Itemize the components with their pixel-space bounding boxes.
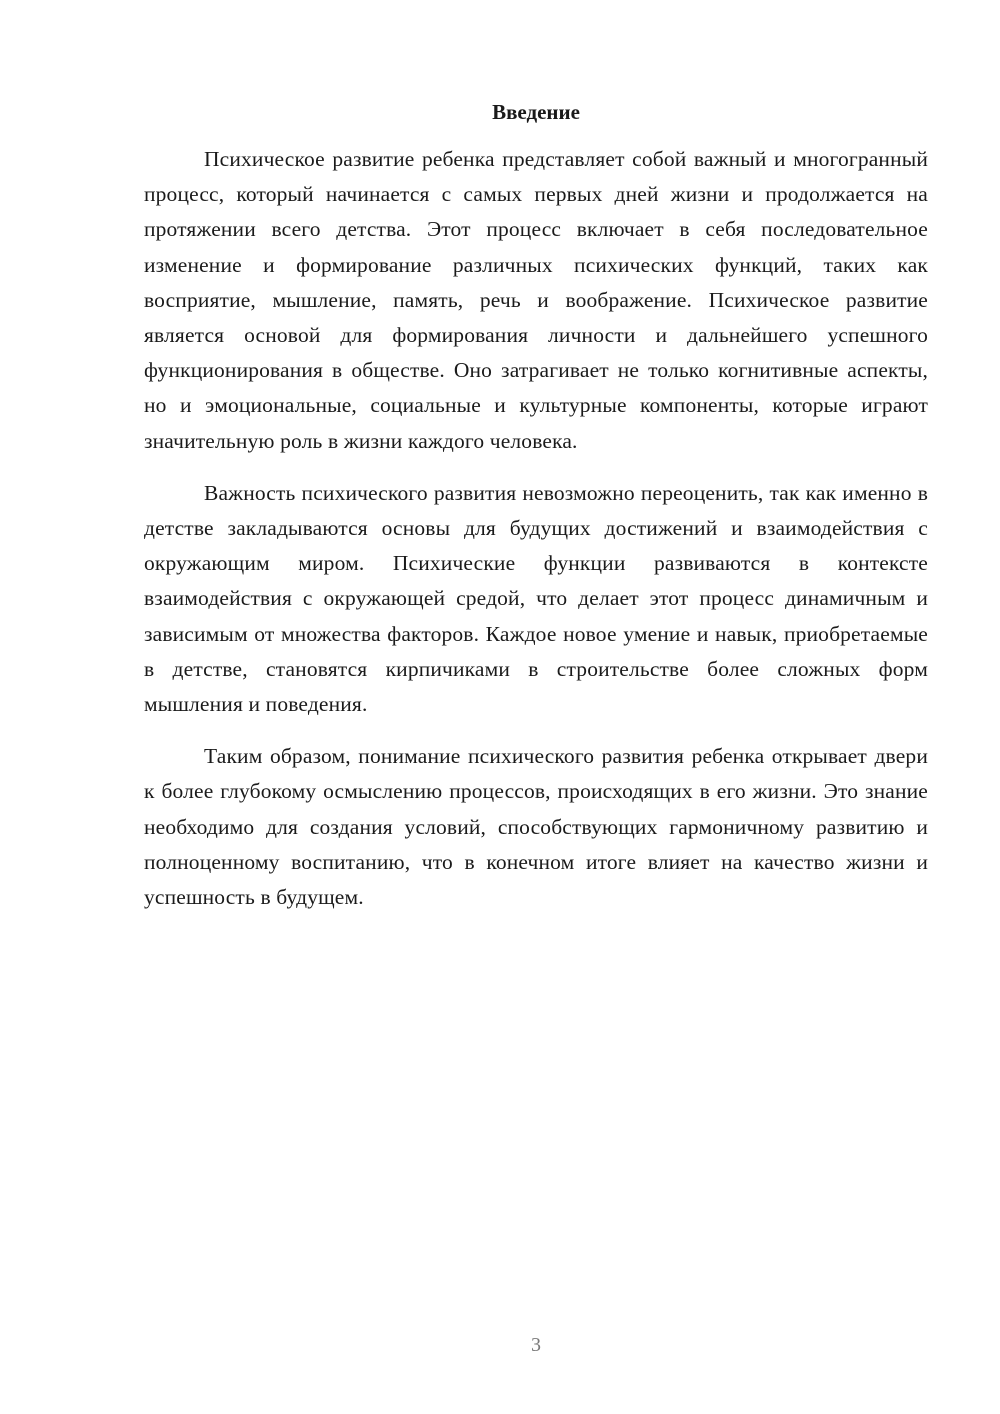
body-text <box>144 142 928 932</box>
paragraph-1: Психическое развитие ребенка представляет собой важный и многогранный процесс, который начинается с самых первых дней жизни и продолжается на протяжении всего детства. Этот процесс включает в себя последовательное изменение и формирование различных психических функций, таких как восприятие, мышление, память, речь и воображение. Психическое развитие является основой для формирования личности и дальнейшего успешного функционирования в обществе. Оно затрагивает не только когнитивные аспекты, но и эмоциональные, социальные и культурные компоненты, которые играют значительную роль в жизни каждого человека. <box>144 147 928 453</box>
page-number: 3 <box>531 1334 541 1356</box>
paragraph-2: Важность психического развития невозможно переоценить, так как именно в детстве закладываются основы для будущих достижений и взаимодействия с окружающим миром. Психические функции развиваются в контексте взаимодействия с окружающей средой, что делает этот процесс динамичным и зависимым от множества факторов. Каждое новое умение и навык, приобретаемые в детстве, становятся кирпичиками в строительстве более сложных форм мышления и поведения. <box>144 480 928 717</box>
section-heading: Введение <box>492 100 580 124</box>
paragraph-3: Таким образом, понимание психического развития ребенка открывает двери к более глубокому осмыслению процессов, происходящих в его жизни. Это знание необходимо для создания условий, способствующих гармоничному развитию и полноценному воспитанию, что в конечном итоге влияет на качество жизни и успешность в будущем. <box>144 744 928 910</box>
